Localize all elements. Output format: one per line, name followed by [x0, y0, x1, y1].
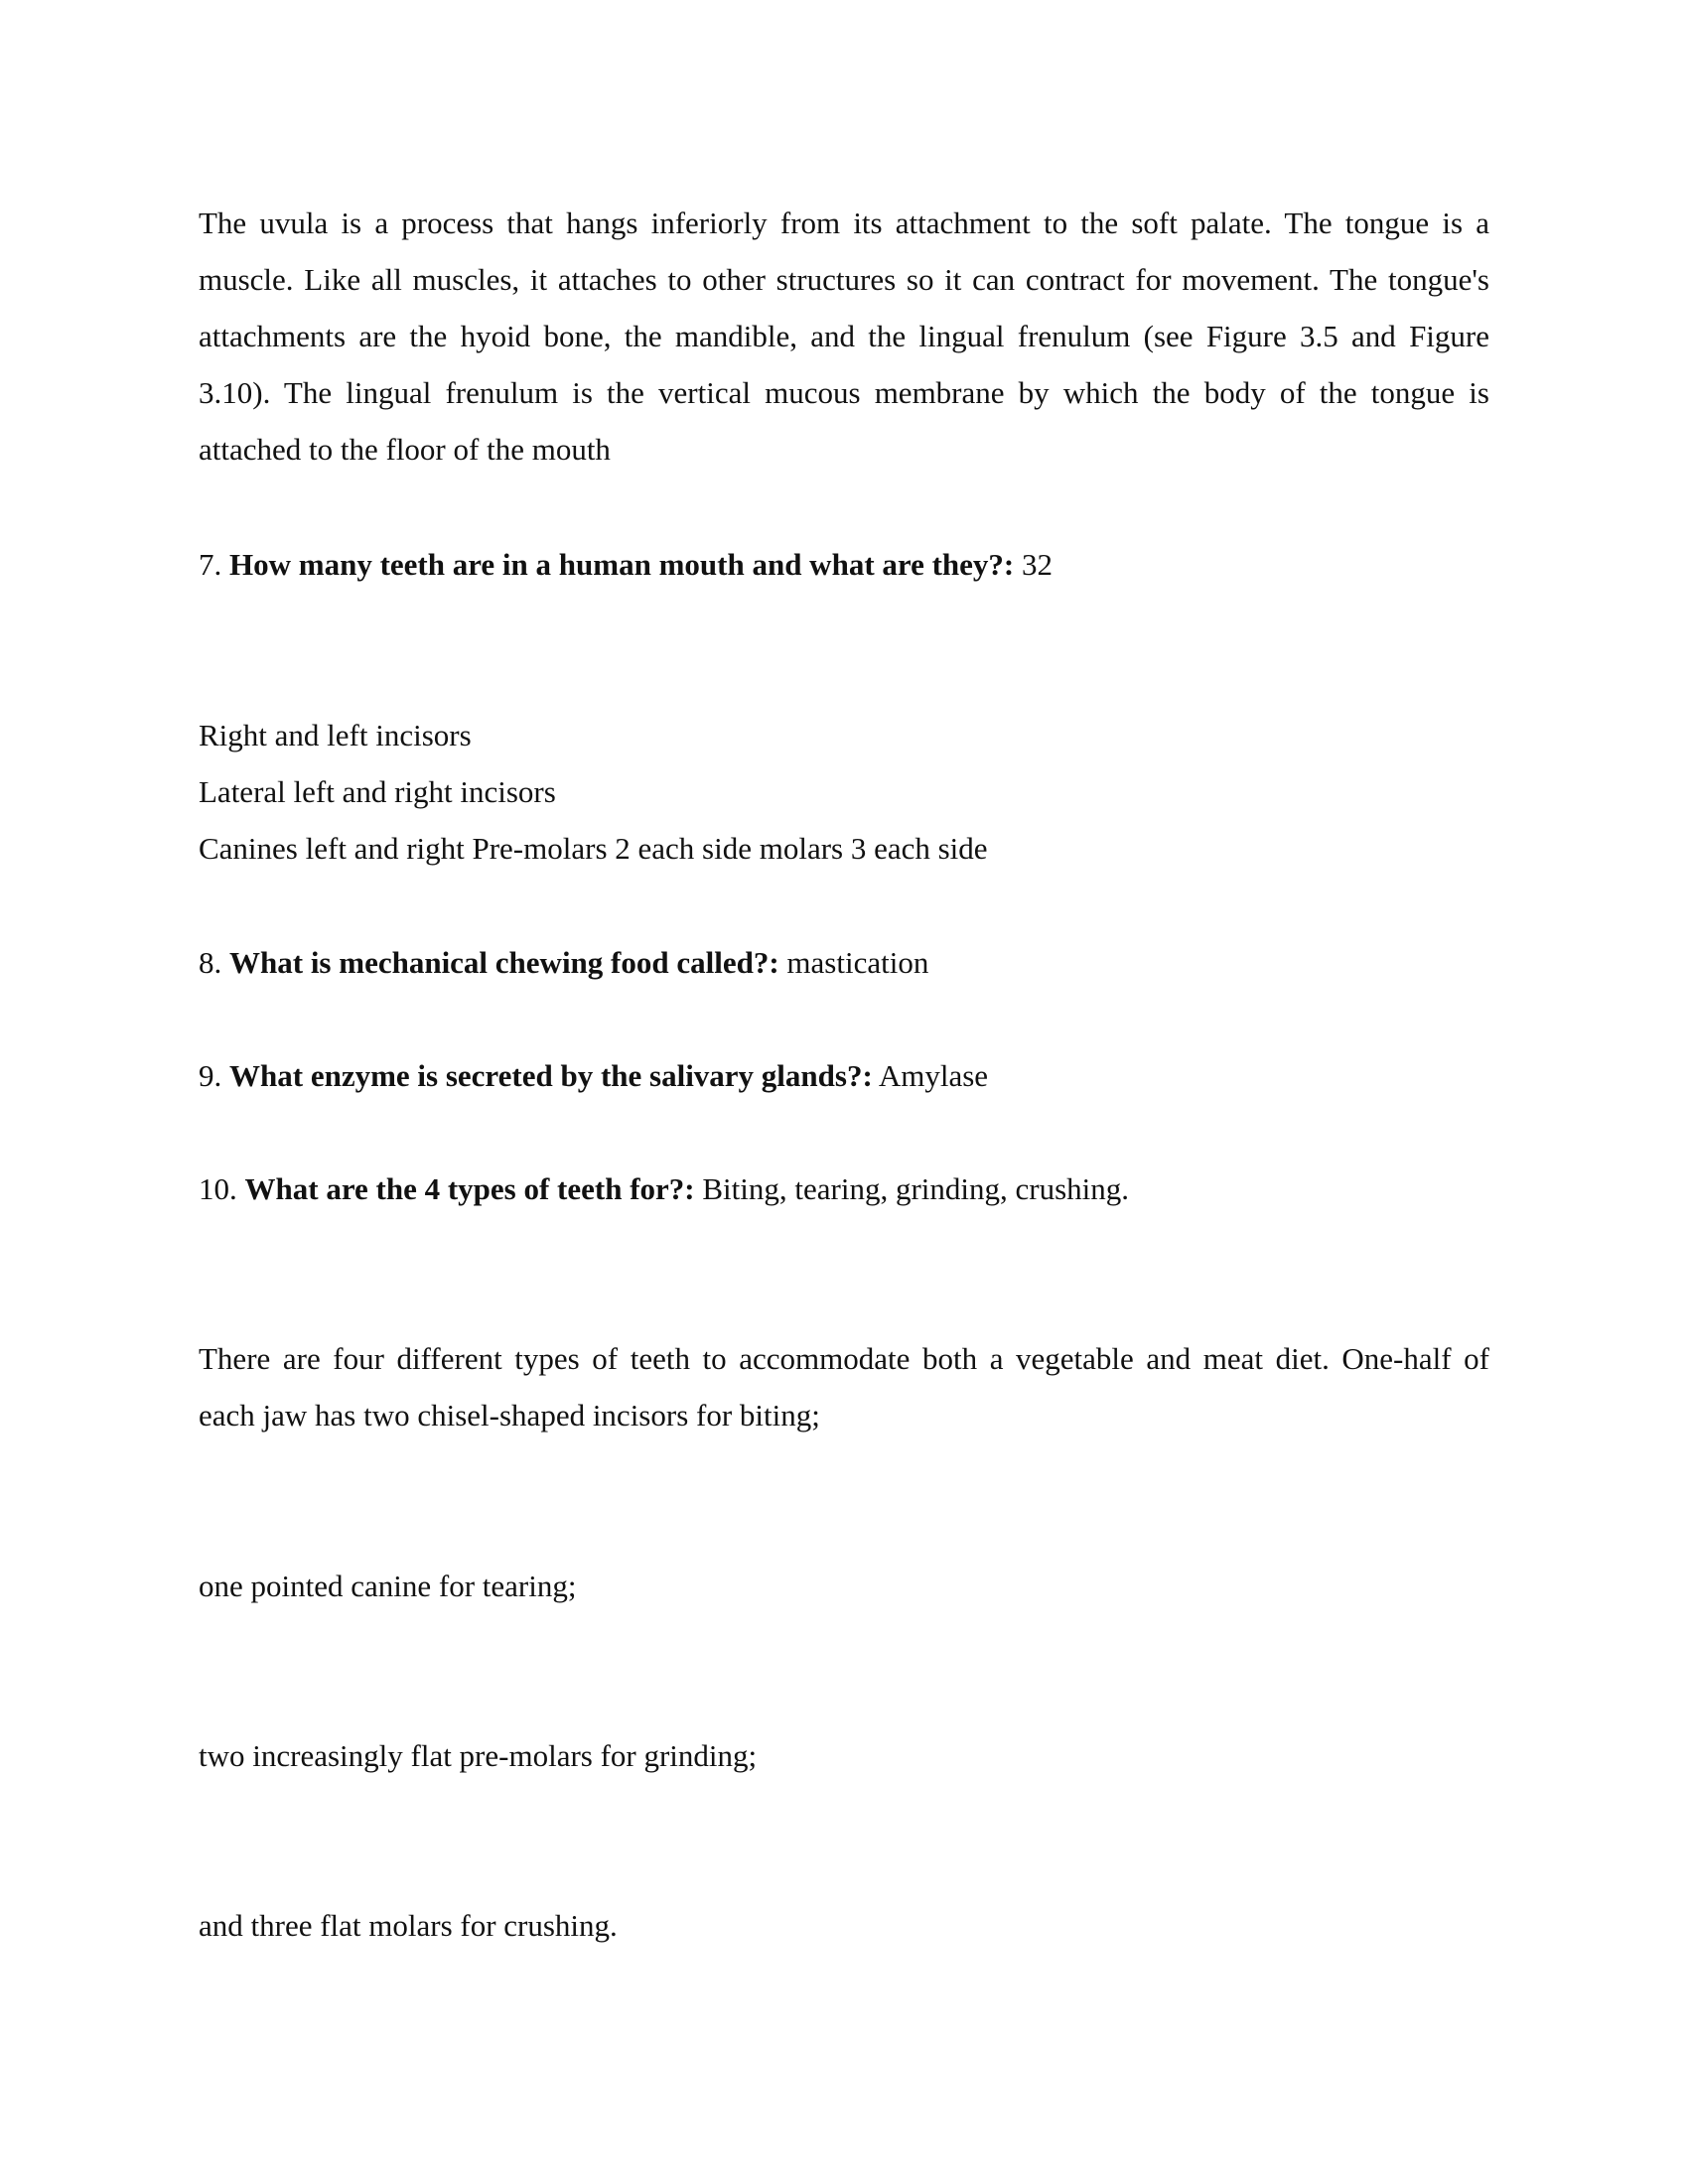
- question-9-answer: Amylase: [878, 1058, 989, 1093]
- question-10-number: 10.: [199, 1171, 237, 1206]
- explanation-line-2: each jaw has two chisel-shaped incisors for biting;: [199, 1398, 820, 1433]
- question-9-text: What enzyme is secreted by the salivary glands?:: [229, 1058, 873, 1093]
- teeth-list: [199, 707, 988, 877]
- intro-line-4: 3.10). The lingual frenulum is the vertical mucous membrane by which the body of the tongue is: [199, 375, 1489, 410]
- question-7: [199, 536, 1053, 593]
- question-10: [199, 1160, 1129, 1217]
- question-8-number: 8.: [199, 945, 222, 980]
- intro-line-3: attachments are the hyoid bone, the mandible, and the lingual frenulum (see Figure 3.5 and Figure: [199, 319, 1489, 353]
- premolars-line: two increasingly flat pre-molars for grinding;: [199, 1738, 758, 1773]
- question-10-answer: Biting, tearing, grinding, crushing.: [702, 1171, 1130, 1206]
- question-9: [199, 1047, 988, 1104]
- teeth-list-item: Canines left and right Pre-molars 2 each side molars 3 each side: [199, 831, 988, 866]
- explanation-paragraph: [199, 1330, 1489, 1443]
- question-9-number: 9.: [199, 1058, 222, 1093]
- question-7-answer: 32: [1022, 547, 1053, 582]
- question-8-answer: mastication: [786, 945, 929, 980]
- question-8-text: What is mechanical chewing food called?:: [229, 945, 779, 980]
- question-10-text: What are the 4 types of teeth for?:: [244, 1171, 695, 1206]
- intro-paragraph: [199, 195, 1489, 478]
- teeth-list-item: Right and left incisors: [199, 718, 472, 752]
- explanation-line-1: There are four different types of teeth to accommodate both a vegetable and meat diet. One-half of: [199, 1341, 1489, 1376]
- molars-line: and three flat molars for crushing.: [199, 1908, 618, 1943]
- intro-line-5: attached to the floor of the mouth: [199, 432, 611, 467]
- intro-line-2: muscle. Like all muscles, it attaches to other structures so it can contract for movement. The tongue's: [199, 262, 1489, 297]
- question-7-text: How many teeth are in a human mouth and what are they?:: [229, 547, 1015, 582]
- canine-line: one pointed canine for tearing;: [199, 1569, 577, 1603]
- question-7-number: 7.: [199, 547, 222, 582]
- intro-line-1: The uvula is a process that hangs inferiorly from its attachment to the soft palate. The tongue is a: [199, 205, 1489, 240]
- question-8: [199, 934, 928, 991]
- teeth-list-item: Lateral left and right incisors: [199, 774, 556, 809]
